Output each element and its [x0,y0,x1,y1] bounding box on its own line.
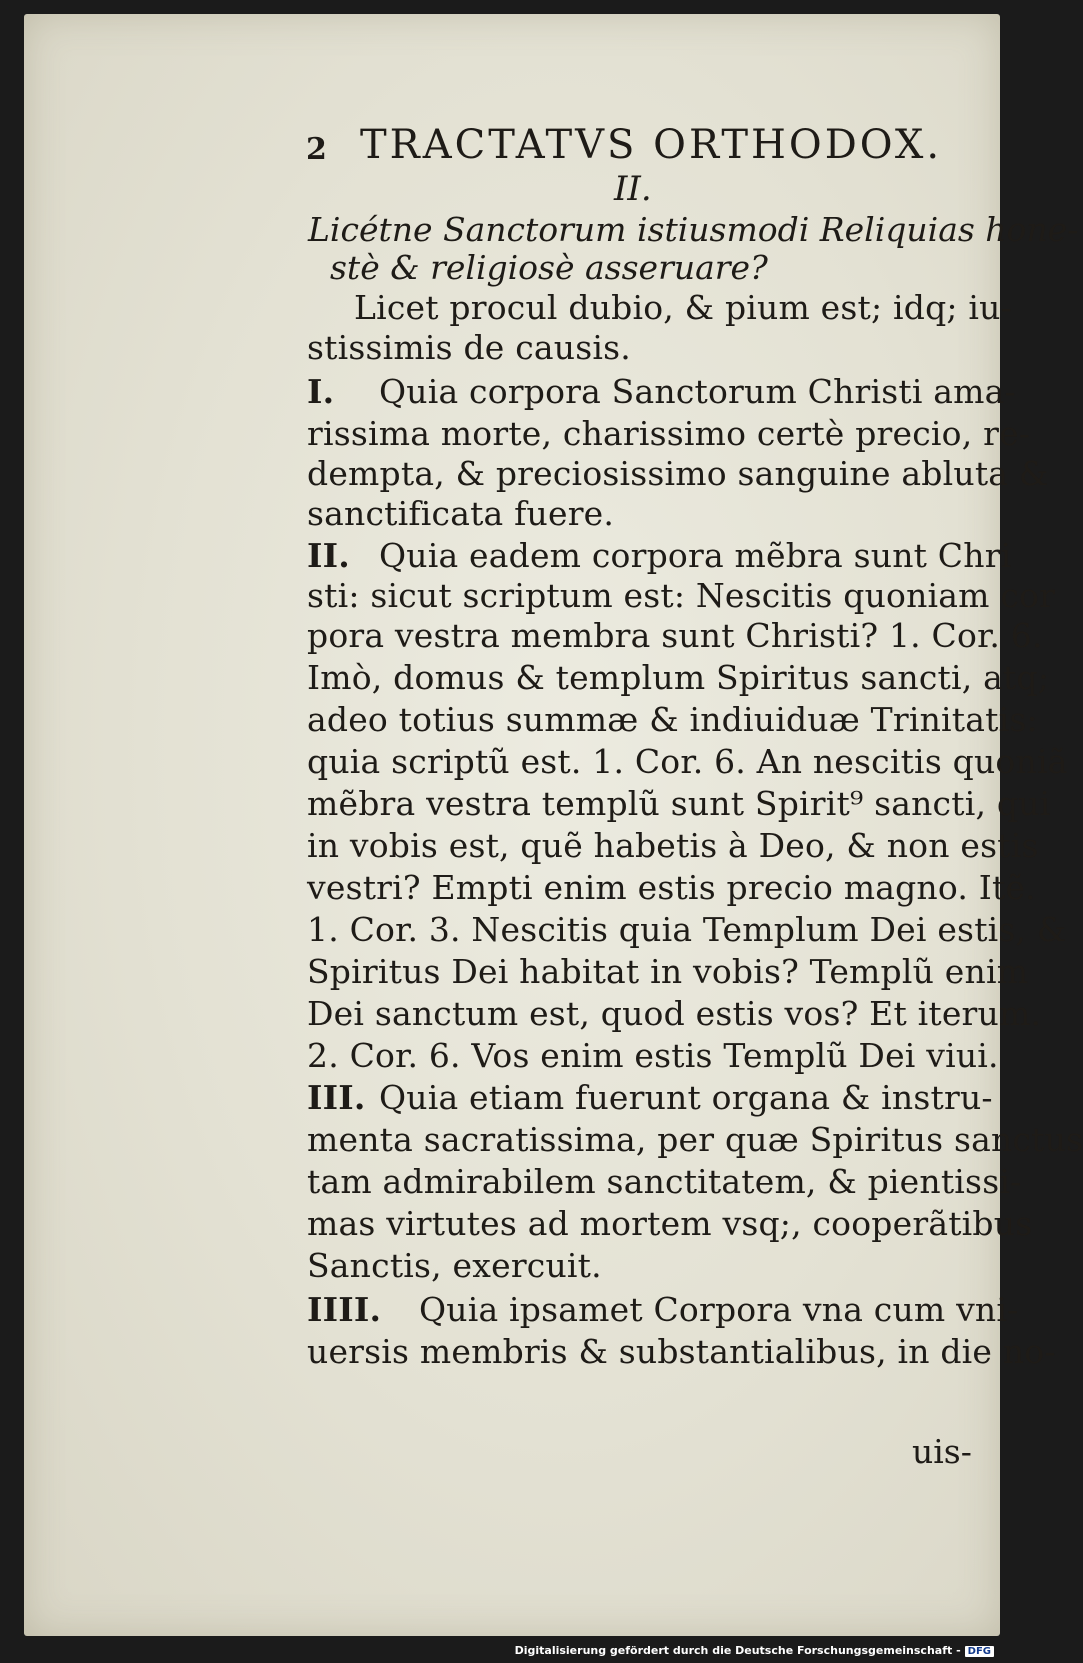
text-line: rissima morte, charissimo certè precio, re- [307,414,1031,453]
text-line: 2. Cor. 6. Vos enim estis Templũ Dei viui. [307,1036,999,1075]
section-numeral: IIII. [307,1290,382,1329]
text-line: vestri? Empti enim estis precio magno. Itẽ. [307,868,1036,907]
text-line: sti: sicut scriptum est: Nescitis quoniam cor [307,576,1056,615]
text-line: quia scriptũ est. 1. Cor. 6. An nescitis quoniã [307,742,1068,781]
text-line: sanctificata fuere. [307,494,615,533]
digitization-credit [515,1644,994,1657]
dfg-logo: DFG [965,1646,994,1657]
catchword: uis- [912,1432,972,1471]
text-line: II. Quia eadem corpora mẽbra sunt Chri [307,536,1012,575]
text-line: uersis membris & substantialibus, in die no- [307,1332,1056,1371]
question-line: stè & religiosè asseruare? [330,248,768,287]
section-numeral: II. [307,536,350,575]
text-line: Imò, domus & templum Spiritus sancti, atq; [307,658,1050,697]
text-line: in vobis est, quẽ habetis à Deo, & non estis [307,826,1039,865]
text-line: I. Quia corpora Sanctorum Christi ama- [307,372,1016,411]
text-line: adeo totius summæ & indiuiduæ Trinitatis: [307,700,1038,739]
question-line: Licétne Sanctorum istiusmodi Reliquias hone- [308,210,1079,249]
text-line: Sanctis, exercuit. [307,1246,602,1285]
section-numeral: I. [307,372,335,411]
text-line: dempta, & preciosissimo sanguine abluta & [307,454,1049,493]
text-line: Licet procul dubio, & pium est; idq; iu- [354,288,1012,327]
text-line: mas virtutes ad mortem vsq;, cooperãtibus [307,1204,1033,1243]
text-line: IIII. Quia ipsamet Corpora vna cum vni- [307,1290,1019,1329]
text-line: Spiritus Dei habitat in vobis? Templũ enim [307,952,1029,991]
text-line: III. Quia etiam fuerunt organa & instru- [307,1078,993,1117]
text-line: Dei sanctum est, quod estis vos? Et iterum. [307,994,1042,1033]
credit-text: Digitalisierung gefördert durch die Deutsche Forschungsgemeinschaft - [514,1644,961,1657]
section-numeral: III. [307,1078,366,1117]
text-line: tam admirabilem sanctitatem, & pientissi- [307,1162,1022,1201]
page-number: 2 [306,132,327,167]
book-page [24,14,1083,1636]
question-number: II. [614,169,652,209]
text-line: pora vestra membra sunt Christi? 1. Cor. 6. [307,616,1043,655]
text-line: menta sacratissima, per quæ Spiritus sanctus [307,1120,1083,1159]
text-line: stissimis de causis. [307,328,631,367]
running-title: TRACTATVS ORTHODOX. [360,122,943,168]
text-line: mẽbra vestra templũ sunt Spirit⁹ sancti, qui [307,784,1051,823]
text-line: 1. Cor. 3. Nescitis quia Templum Dei estis, & [307,910,1067,949]
